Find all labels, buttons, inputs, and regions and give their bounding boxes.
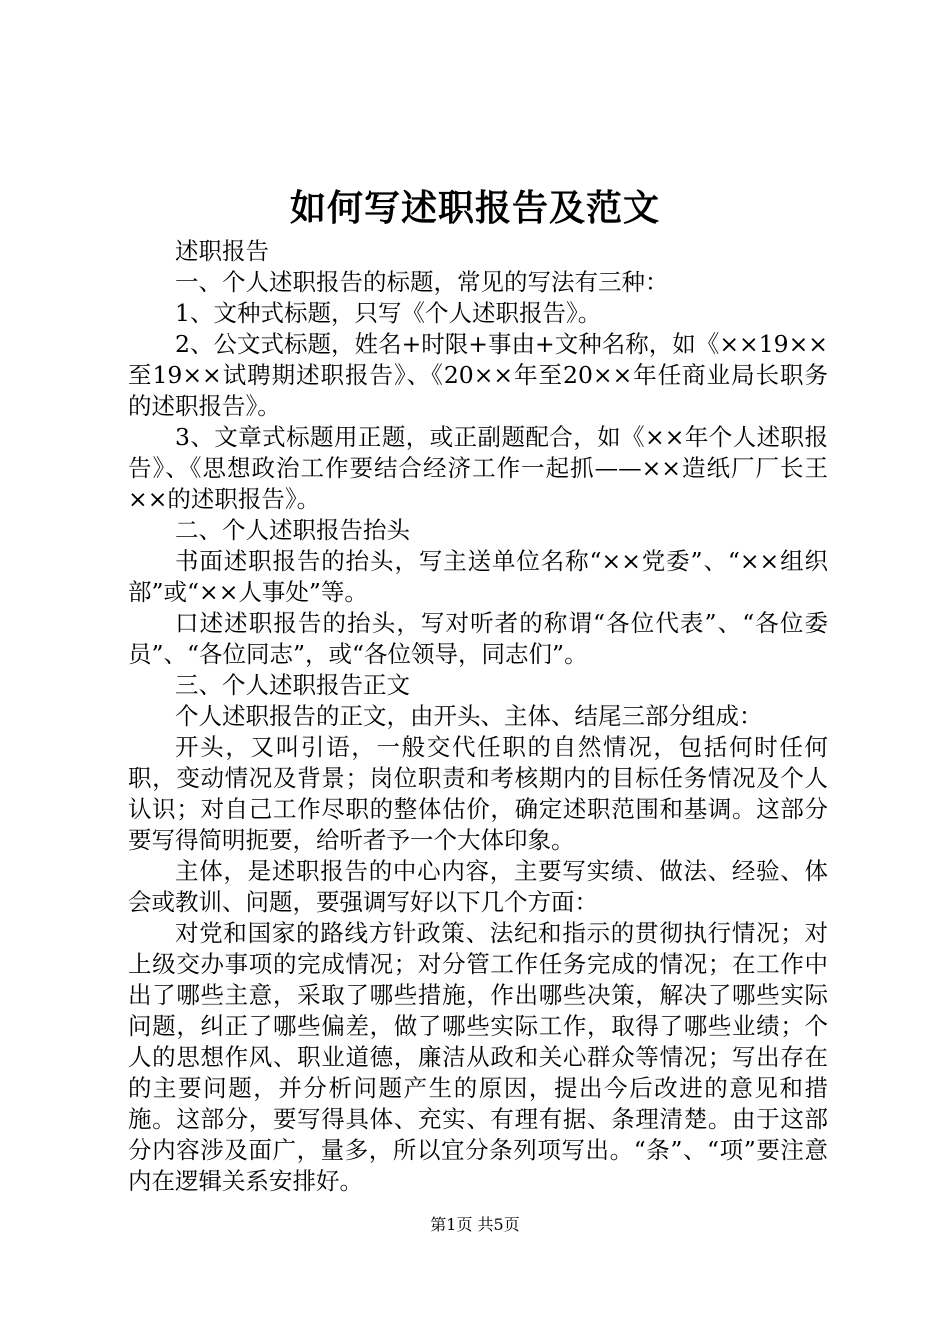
page-footer: 第1页 共5页 <box>430 1215 520 1234</box>
paragraph-main-details: 对党和国家的路线方针政策、法纪和指示的贯彻执行情况；对上级交办事项的完成情况；对分管工作任务完成的情况；在工作中出了哪些主意，采取了哪些措施，作出哪些决策，解决了哪些实际问题，纠正了哪些偏差，做了哪些实际工作，取得了哪些业绩；个人的思想作风、职业道德，廉洁从政和关心群众等情况；写出存在的主要问题，并分析问题产生的原因，提出今后改进的意见和措施。这部分，要写得具体、充实、有理有据、条理清楚。由于这部分内容涉及面广，量多，所以宜分条列项写出。“条”、“项”要注意内在逻辑关系安排好。 <box>128 919 828 1195</box>
paragraph-written-header: 书面述职报告的抬头，写主送单位名称“××党委”、“××组织部”或“××人事处”等。 <box>128 547 828 606</box>
paragraph-heading-1: 一、个人述职报告的标题，常见的写法有三种： <box>175 268 669 296</box>
paragraph-main-body: 主体，是述职报告的中心内容，主要写实绩、做法、经验、体会或教训、问题，要强调写好以下几个方面： <box>128 857 828 916</box>
paragraph-title-type-1: 1、文种式标题，只写《个人述职报告》。 <box>175 299 602 327</box>
paragraph-title-type-3: 3、文章式标题用正题，或正副题配合，如《××年个人述职报告》、《思想政治工作要结合经济工作一起抓——××造纸厂厂长王××的述职报告》。 <box>128 423 828 513</box>
paragraph-heading-2: 二、个人述职报告抬头 <box>175 516 410 544</box>
paragraph-body-structure: 个人述职报告的正文，由开头、主体、结尾三部分组成： <box>175 702 763 730</box>
paragraph-opening: 开头，又叫引语，一般交代任职的自然情况，包括何时任何职，变动情况及背景；岗位职责和考核期内的目标任务情况及个人认识；对自己工作尽职的整体估价，确定述职范围和基调。这部分要写得简明扼要，给听者予一个大体印象。 <box>128 733 828 854</box>
document-body <box>128 236 828 1197</box>
paragraph-title-type-2: 2、公文式标题，姓名+时限+事由+文种名称，如《××19××至19××试聘期述职报告》、《20××年至20××年任商业局长职务的述职报告》。 <box>128 330 828 420</box>
document-title: 如何写述职报告及范文 <box>289 187 660 229</box>
paragraph-heading-3: 三、个人述职报告正文 <box>175 671 410 699</box>
paragraph-section-label: 述职报告 <box>175 237 269 265</box>
paragraph-oral-header: 口述述职报告的抬头，写对听者的称谓“各位代表”、“各位委员”、“各位同志”，或“各位领导，同志们”。 <box>128 609 828 668</box>
